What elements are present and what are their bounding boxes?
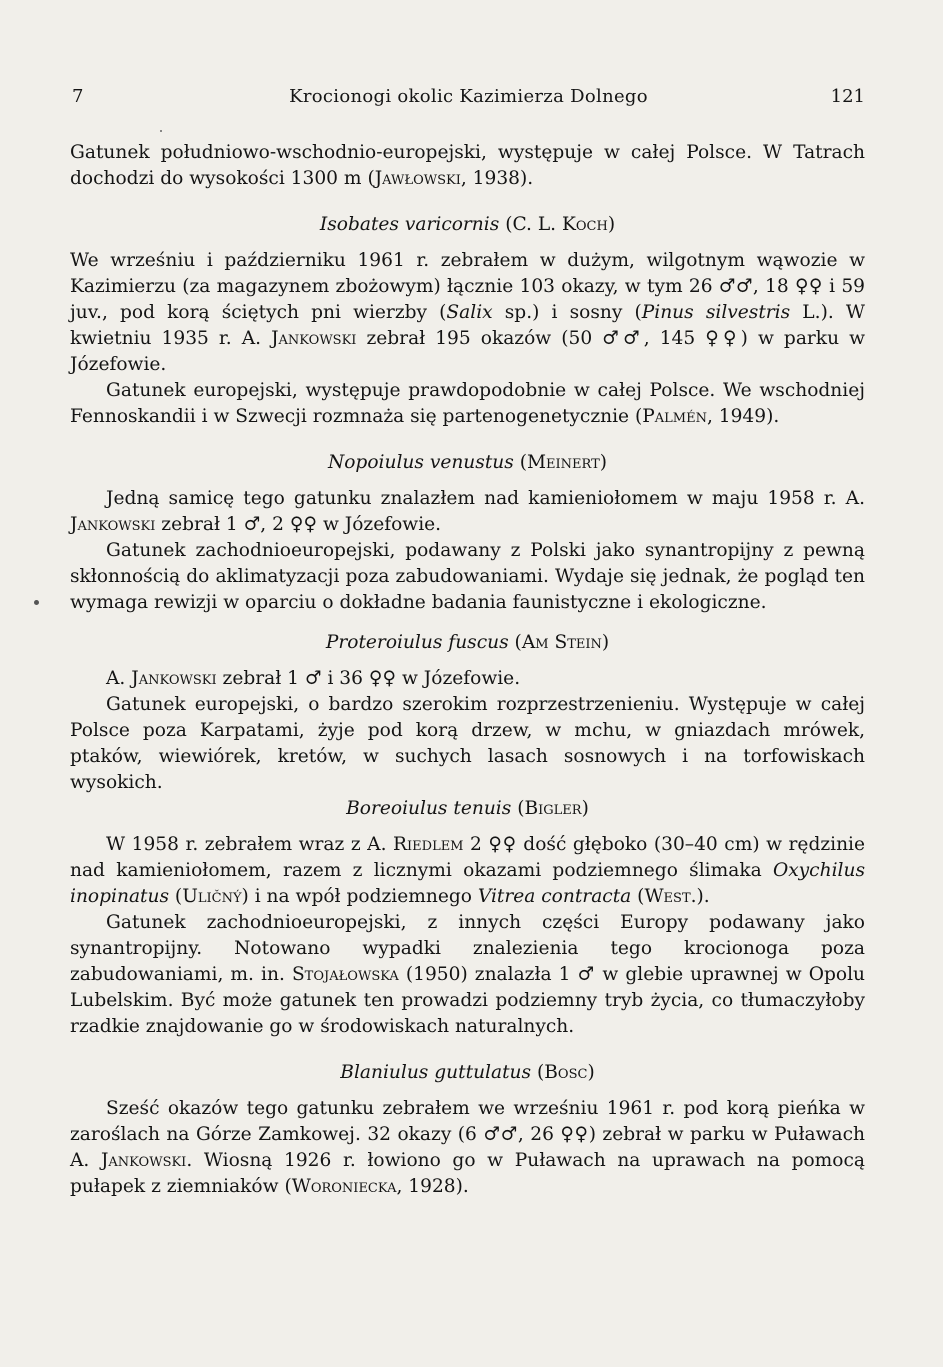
- text-segment: Isobates varicornis: [319, 214, 500, 235]
- text-segment: . Wiosną 1926 r. łowiono go w Puławach na uprawach na pomocą pułapek z ziemniaków (: [70, 1150, 865, 1197]
- paragraph: [70, 692, 865, 796]
- text-segment: (: [513, 452, 527, 473]
- text-segment: zebrał 195 okazów (50 ♂♂, 145 ♀♀) w parku w Józefowie.: [70, 328, 866, 375]
- text-segment: , 1949).: [706, 406, 780, 427]
- paragraph: [70, 378, 865, 430]
- text-segment: Gatunek europejski, o bardzo szerokim rozprzestrzenieniu. Występuje w całej Polsce poza Karpatami, żyje pod korą drzew, w mchu, w gniazdach mrówek, ptaków, wiewiórek, kretów, w suchych lasach sosnowych i na torfowiskach wysokich.: [70, 694, 865, 793]
- text-segment: (: [531, 1062, 545, 1083]
- paragraph: [70, 538, 865, 616]
- paragraph: [70, 910, 865, 1040]
- text-segment: Jankowski: [131, 668, 217, 689]
- text-segment: Nopoiulus venustus: [327, 452, 514, 473]
- body-text: [70, 140, 865, 1200]
- margin-mark: [34, 600, 39, 605]
- paragraph: [70, 832, 865, 910]
- text-segment: Riedlem: [393, 834, 464, 855]
- text-segment: ): [601, 632, 610, 653]
- text-segment: Jawłowski: [374, 168, 461, 189]
- text-segment: Boreoiulus tenuis: [346, 798, 512, 819]
- page-number-left: 7: [72, 86, 84, 107]
- page-number-right: 121: [830, 86, 865, 107]
- text-segment: Jankowski: [70, 514, 156, 535]
- text-segment: Jedną samicę tego gatunku znalazłem nad kamieniołomem w maju 1958 r. A.: [106, 488, 865, 509]
- text-segment: sp.) i sosny (: [492, 302, 642, 323]
- text-segment: Am Stein: [521, 632, 602, 653]
- speck: [160, 130, 162, 132]
- species-heading: [70, 1060, 865, 1086]
- species-heading: [70, 450, 865, 476]
- text-segment: (1950) znalazła 1 ♂ w glebie uprawnej w Opolu Lubelskim. Być może gatunek ten prowadzi podziemny tryb życia, co tłumaczyłoby rzadkie znajdowanie go w środowiskach naturalnych.: [70, 964, 865, 1037]
- text-segment: zebrał 1 ♂, 2 ♀♀ w Józefowie.: [155, 514, 442, 535]
- text-segment: ): [607, 214, 616, 235]
- text-segment: Koch: [562, 214, 608, 235]
- text-segment: 2 ♀♀ dość głęboko (30–40 cm) w rędzinie nad kamieniołomem, razem z licznymi okazami podziemnego ślimaka: [70, 834, 866, 881]
- text-segment: zebrał 1 ♂ i 36 ♀♀ w Józefowie.: [216, 668, 521, 689]
- text-segment: , 1938).: [460, 168, 534, 189]
- text-segment: Vitrea contracta: [477, 886, 632, 907]
- species-heading: [70, 630, 865, 656]
- text-segment: Bosc: [544, 1062, 588, 1083]
- text-segment: Gatunek południowo-wschodnio-europejski, występuje w całej Polsce. W Tatrach dochodzi do wysokości 1300 m (: [70, 142, 865, 189]
- text-segment: L.). W kwietniu 1935 r. A.: [70, 302, 865, 349]
- text-segment: ).: [696, 886, 710, 907]
- text-segment: We wrześniu i październiku 1961 r. zebrałem w dużym, wilgotnym wąwozie w Kazimierzu (za magazynem zbożowym) łącznie 103 okazy, w tym 26 ♂♂, 18 ♀♀ i 59 juv., pod korą ściętych pni wierzby (: [70, 250, 865, 323]
- text-segment: (: [631, 886, 645, 907]
- text-segment: Stojałowska: [291, 964, 399, 985]
- paragraph: [70, 248, 865, 378]
- text-segment: A.: [106, 668, 132, 689]
- text-segment: Meinert: [527, 452, 600, 473]
- page-header: [72, 86, 865, 116]
- text-segment: Jankowski: [271, 328, 357, 349]
- text-segment: (: [511, 798, 525, 819]
- paragraph: [70, 486, 865, 538]
- text-segment: Woroniecka: [291, 1176, 397, 1197]
- text-segment: (C. L.: [499, 214, 562, 235]
- text-segment: (: [169, 886, 183, 907]
- text-segment: Uličný: [182, 886, 242, 907]
- text-segment: (: [508, 632, 522, 653]
- text-segment: ): [599, 452, 608, 473]
- text-segment: Bigler: [524, 798, 582, 819]
- running-title: Krocionogi okolic Kazimierza Dolnego: [289, 86, 648, 107]
- paragraph: [70, 1096, 865, 1200]
- text-segment: Blaniulus guttulatus: [340, 1062, 532, 1083]
- text-segment: Sześć okazów tego gatunku zebrałem we wrześniu 1961 r. pod korą pieńka w zaroślach na Górze Zamkowej. 32 okazy (6 ♂♂, 26 ♀♀) zebrał w parku w Puławach A.: [70, 1098, 865, 1171]
- text-segment: Palmén: [642, 406, 707, 427]
- text-segment: , 1928).: [396, 1176, 469, 1197]
- text-segment: ): [581, 798, 589, 819]
- paragraph: [70, 666, 865, 692]
- text-segment: Gatunek europejski, występuje prawdopodobnie w całej Polsce. We wschodniej Fennoskandii i w Szwecji rozmnaża się partenogenetycznie (: [70, 380, 865, 427]
- text-segment: Salix: [446, 302, 493, 323]
- text-segment: ) i na wpół podziemnego: [241, 886, 478, 907]
- species-heading: [70, 212, 865, 238]
- text-segment: West.: [644, 886, 697, 907]
- text-segment: Proteroiulus fuscus: [325, 632, 509, 653]
- text-segment: ): [587, 1062, 595, 1083]
- text-segment: Gatunek zachodnioeuropejski, podawany z Polski jako synantropijny z pewną skłonnością do aklimatyzacji poza zabudowaniami. Wydaje się jednak, że pogląd ten wymaga rewizji w oparciu o dokładne badania faunistyczne i ekologiczne.: [70, 540, 865, 613]
- species-heading: [70, 796, 865, 822]
- text-segment: Jankowski: [100, 1150, 187, 1171]
- text-segment: Oxychilus inopinatus: [70, 860, 865, 907]
- text-segment: Pinus silvestris: [641, 302, 791, 323]
- text-segment: W 1958 r. zebrałem wraz z A.: [106, 834, 394, 855]
- text-segment: Gatunek zachodnioeuropejski, z innych części Europy podawany jako synantropijny. Notowano wypadki znalezienia tego krocionoga poza zabudowaniami, m. in.: [70, 912, 865, 985]
- paragraph: [70, 140, 865, 192]
